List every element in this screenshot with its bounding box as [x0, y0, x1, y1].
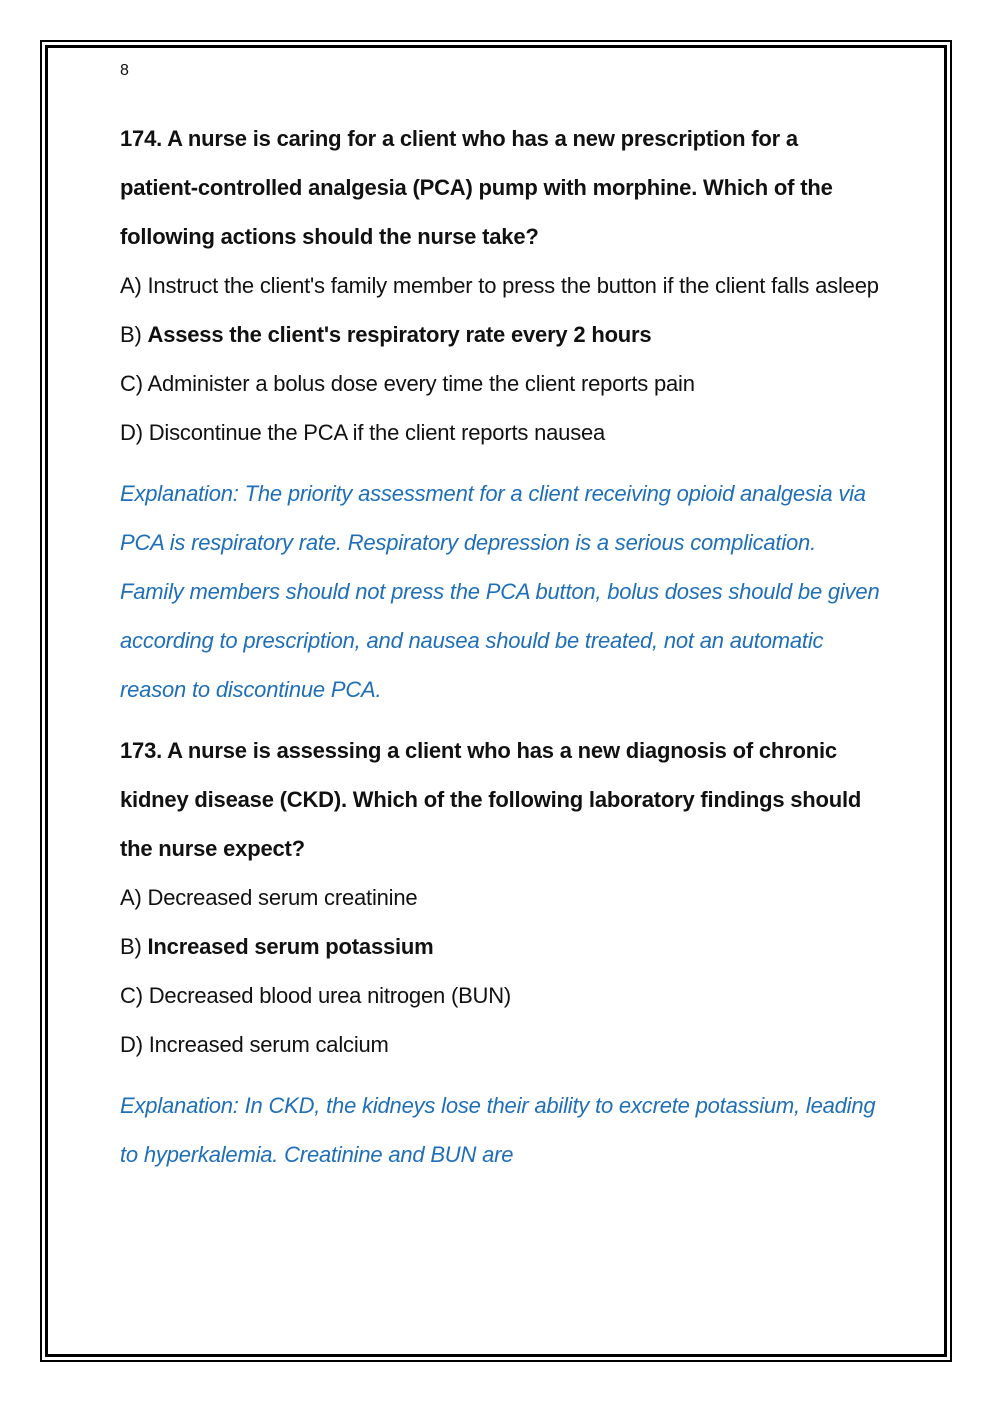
page-content: [120, 60, 880, 1191]
option-prefix: D): [120, 1032, 149, 1057]
option-prefix: A): [120, 273, 148, 298]
option-prefix: C): [120, 371, 148, 396]
option-a: [120, 873, 880, 922]
answer-options: [120, 261, 880, 457]
question-block-174: [120, 114, 880, 714]
option-prefix: C): [120, 983, 149, 1008]
option-text-correct: Assess the client's respiratory rate every 2 hours: [147, 322, 652, 347]
option-prefix: A): [120, 885, 148, 910]
option-d: [120, 408, 880, 457]
question-block-173: [120, 726, 880, 1179]
option-text: Discontinue the PCA if the client reports nausea: [148, 420, 606, 445]
option-text: Instruct the client's family member to press the button if the client falls asleep: [147, 273, 879, 298]
option-text: Decreased blood urea nitrogen (BUN): [148, 983, 512, 1008]
explanation-text: Explanation: In CKD, the kidneys lose their ability to excrete potassium, leading to hyperkalemia. Creatinine and BUN are: [120, 1093, 876, 1167]
option-prefix: B): [120, 934, 148, 959]
option-c: [120, 971, 880, 1020]
question-stem: 173. A nurse is assessing a client who has a new diagnosis of chronic kidney disease (CKD). Which of the following laboratory findings should the nurse expect?: [120, 738, 862, 861]
page-number: 8: [120, 62, 129, 79]
option-d: [120, 1020, 880, 1069]
option-a: [120, 261, 880, 310]
option-prefix: B): [120, 322, 148, 347]
option-prefix: D): [120, 420, 149, 445]
question-stem: 174. A nurse is caring for a client who has a new prescription for a patient-controlled analgesia (PCA) pump with morphine. Which of the following actions should the nurse take?: [120, 126, 833, 249]
option-b: [120, 310, 880, 359]
explanation-text: Explanation: The priority assessment for a client receiving opioid analgesia via PCA is respiratory rate. Respiratory depression is a serious complication. Family members should not press the PCA button, bolus doses should be given according to prescription, and nausea should be treated, not an automatic reason to discontinue PCA.: [120, 481, 880, 702]
option-c: [120, 359, 880, 408]
option-text: Decreased serum creatinine: [147, 885, 418, 910]
option-b: [120, 922, 880, 971]
option-text: Administer a bolus dose every time the client reports pain: [147, 371, 695, 396]
option-text: Increased serum calcium: [148, 1032, 389, 1057]
answer-options: [120, 873, 880, 1069]
option-text-correct: Increased serum potassium: [147, 934, 434, 959]
